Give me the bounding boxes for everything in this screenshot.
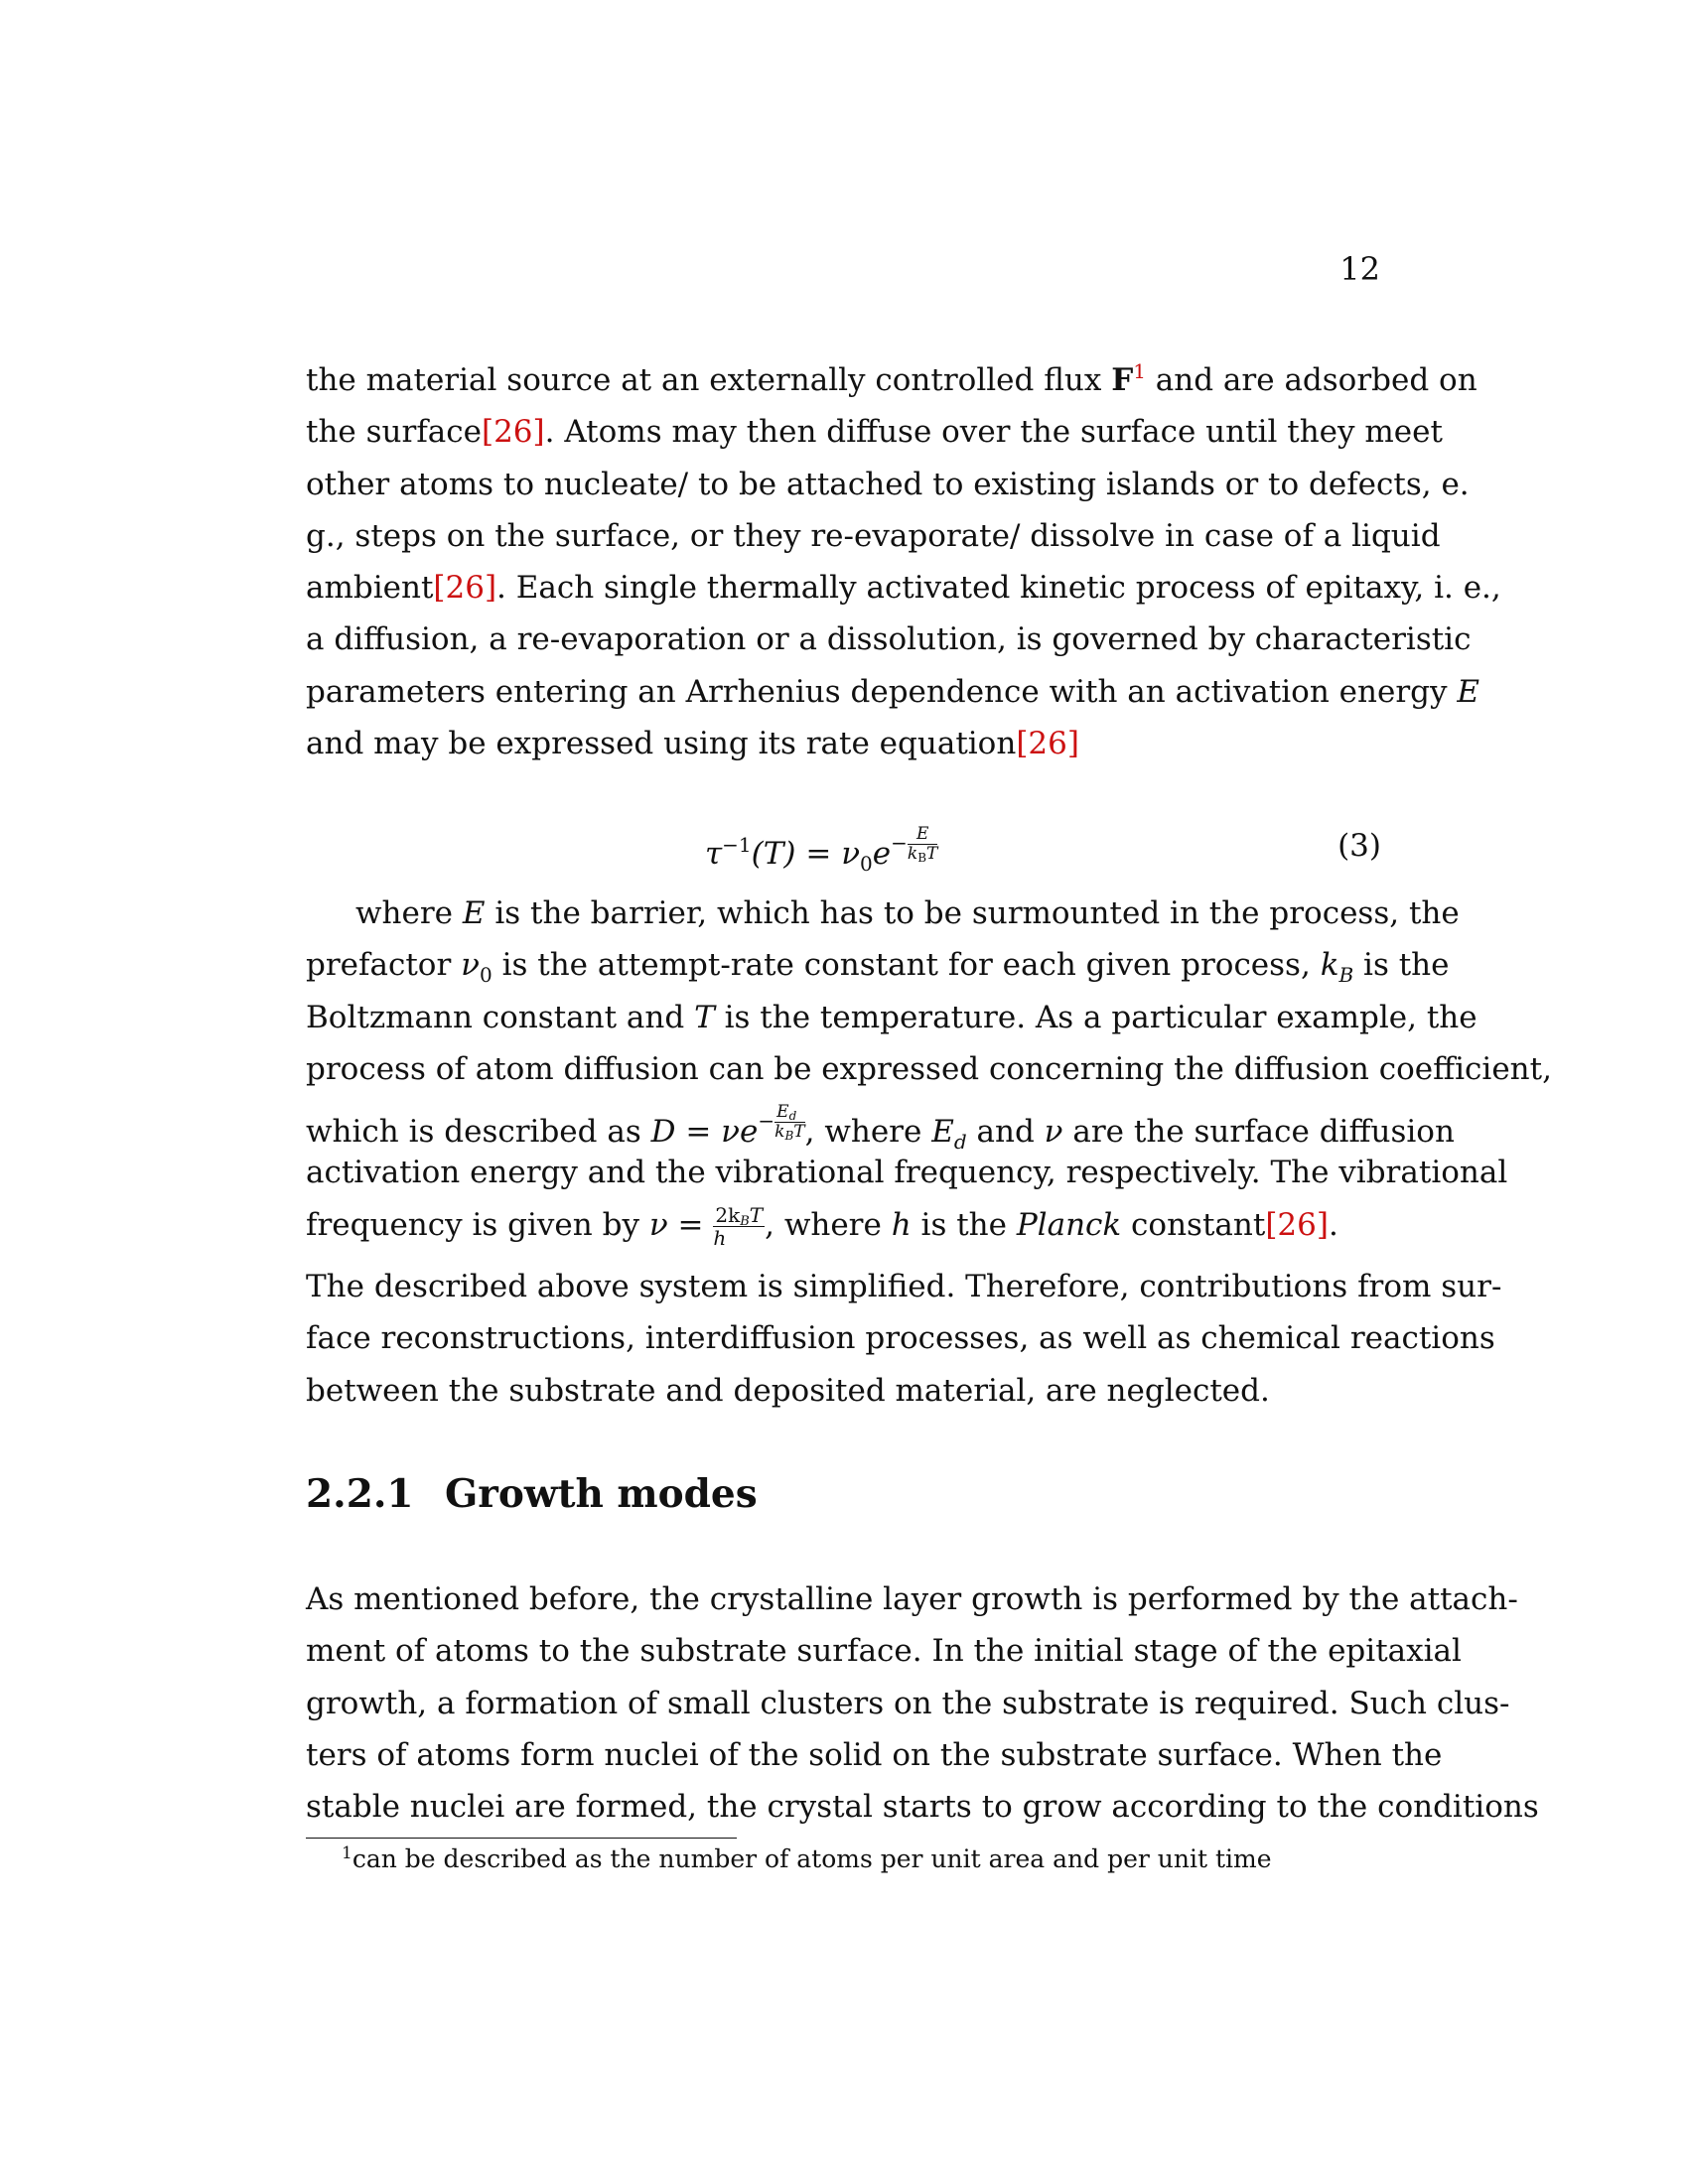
math-exponent: −1 — [722, 833, 752, 857]
text-line: other atoms to nucleate/ to be attached to existing islands or to defects, e. — [306, 466, 1470, 502]
text-run: . — [1328, 1206, 1338, 1243]
math-var: E — [776, 1102, 789, 1123]
paragraph-simplification — [306, 1261, 1502, 1417]
page-number: 12 — [1339, 250, 1380, 288]
equation-body — [705, 824, 938, 876]
text-run: , where — [804, 1114, 932, 1151]
text-run: parameters entering an Arrhenius dependence with an activation energy — [306, 673, 1458, 710]
math-var: k — [1320, 947, 1339, 984]
footnote-rule — [306, 1838, 737, 1839]
math-exponent — [758, 1095, 804, 1147]
math-subscript: d — [953, 1130, 967, 1155]
paragraph-rate-explanation — [306, 887, 1552, 1251]
footnote-text: can be described as the number of atoms per unit area and per unit time — [352, 1844, 1272, 1873]
paragraph-epitaxy-intro — [306, 354, 1501, 769]
text-line — [306, 354, 1477, 406]
text-run: frequency is given by — [306, 1206, 649, 1243]
math-var: E — [931, 1114, 954, 1151]
flux-symbol: F — [1111, 362, 1134, 398]
citation-link[interactable]: [26] — [433, 570, 497, 607]
math-var: h — [713, 1225, 727, 1250]
text-line: activation energy and the vibrational frequency, respectively. The vibrational — [306, 1155, 1508, 1191]
text-line: g., steps on the surface, or they re-evaporate/ dissolve in case of a liquid — [306, 517, 1441, 554]
citation-link[interactable]: [26] — [1016, 726, 1079, 762]
section-number: 2.2.1 — [306, 1471, 414, 1517]
equation-number: (3) — [1337, 828, 1381, 864]
text-run: the surface — [306, 414, 482, 451]
text-run: and are adsorbed on — [1145, 362, 1477, 398]
text-line: between the substrate and deposited material, are neglected. — [306, 1372, 1270, 1409]
math-var: D — [650, 1114, 676, 1151]
math-op: = — [667, 1206, 714, 1243]
math-var: k — [774, 1122, 785, 1143]
math-var: e — [872, 836, 892, 872]
text-run: is the barrier, which has to be surmounted in the process, the — [485, 895, 1460, 931]
text-line — [306, 939, 1450, 991]
section-title: Growth modes — [445, 1471, 758, 1517]
footnote — [342, 1844, 1272, 1873]
text-line: a diffusion, a re-evaporation or a dissolution, is governed by characteristic — [306, 621, 1472, 658]
text-run: Boltzmann constant and — [306, 999, 695, 1035]
math-expr: 2k — [715, 1202, 741, 1227]
math-fraction — [774, 1102, 805, 1144]
text-run: where — [355, 895, 463, 931]
text-run: is the — [1353, 947, 1450, 984]
equation-3 — [306, 812, 1381, 882]
text-line: stable nuclei are formed, the crystal starts to grow according to the conditions — [306, 1789, 1539, 1826]
math-var: ν — [721, 1114, 741, 1151]
text-line: growth, a formation of small clusters on the substrate is required. Such clus- — [306, 1685, 1510, 1721]
section-heading — [306, 1471, 758, 1517]
math-var: E — [1457, 673, 1479, 710]
text-line — [306, 718, 1381, 769]
math-subscript: B — [917, 851, 927, 865]
paragraph-growth-modes — [306, 1573, 1539, 1833]
math-var: ν — [461, 947, 480, 984]
math-var: k — [907, 844, 918, 864]
text-run: and may be expressed using its rate equation — [306, 726, 1017, 762]
text-run: ambient — [306, 570, 434, 607]
math-var: h — [891, 1206, 912, 1243]
math-fraction — [713, 1202, 765, 1250]
math-var: T — [926, 844, 938, 864]
emphasis-text: Planck — [1016, 1206, 1122, 1243]
math-var: T — [793, 1122, 805, 1143]
math-op: − — [758, 1109, 775, 1134]
text-line: The described above system is simplified. Therefore, contributions from sur- — [306, 1269, 1502, 1304]
math-var: ν — [1044, 1114, 1063, 1151]
math-subscript: 0 — [479, 963, 492, 988]
math-exponent — [891, 826, 937, 863]
math-var: E — [915, 824, 929, 844]
text-line — [306, 562, 1501, 614]
math-subscript: 0 — [860, 852, 873, 876]
math-fraction — [908, 826, 937, 863]
text-line — [306, 992, 1477, 1043]
math-var: e — [740, 1114, 759, 1151]
text-run: . Each single thermally activated kinetic process of epitaxy, i. e., — [496, 570, 1501, 607]
math-subscript: d — [788, 1109, 797, 1124]
math-subscript: B — [784, 1129, 794, 1144]
footnote-ref-1[interactable]: 1 — [1133, 359, 1146, 383]
math-var: ν — [648, 1206, 668, 1243]
text-run: the material source at an externally controlled flux — [306, 362, 1112, 398]
text-line: ment of atoms to the substrate surface. In the initial stage of the epitaxial — [306, 1633, 1462, 1670]
text-line — [306, 666, 1479, 718]
citation-link[interactable]: [26] — [481, 414, 545, 451]
text-run: which is described as — [306, 1114, 651, 1151]
text-line: ters of atoms form nuclei of the solid on the substrate surface. When the — [306, 1736, 1443, 1773]
text-run: is the temperature. As a particular example, the — [714, 999, 1477, 1035]
math-op: − — [891, 831, 908, 855]
text-line — [306, 887, 1460, 939]
footnote-mark: 1 — [342, 1843, 352, 1863]
text-line: As mentioned before, the crystalline layer growth is performed by the attach- — [306, 1581, 1518, 1617]
citation-link[interactable]: [26] — [1265, 1206, 1329, 1243]
math-var: E — [462, 895, 486, 931]
math-expr: (T) = ν — [751, 836, 861, 872]
math-subscript: B — [740, 1213, 750, 1229]
math-op: = — [675, 1114, 722, 1151]
text-line: face reconstructions, interdiffusion processes, as well as chemical reactions — [306, 1320, 1495, 1357]
math-subscript: B — [1338, 963, 1354, 988]
text-run: is the — [911, 1206, 1017, 1243]
text-line — [306, 406, 1443, 458]
text-run: constant — [1121, 1206, 1266, 1243]
text-line: process of atom diffusion can be expressed concerning the diffusion coefficient, — [306, 1050, 1552, 1087]
text-run: prefactor — [306, 947, 462, 984]
math-var: τ — [705, 836, 723, 872]
math-var: T — [749, 1202, 764, 1227]
text-run: and — [966, 1114, 1045, 1151]
math-var: T — [694, 999, 715, 1035]
text-run: are the surface diffusion — [1062, 1114, 1455, 1151]
text-line — [306, 1199, 1381, 1251]
text-run: . Atoms may then diffuse over the surface until they meet — [544, 414, 1443, 451]
text-line — [306, 1095, 1455, 1155]
text-run: is the attempt-rate constant for each given process, — [492, 947, 1321, 984]
text-run: , where — [765, 1206, 892, 1243]
